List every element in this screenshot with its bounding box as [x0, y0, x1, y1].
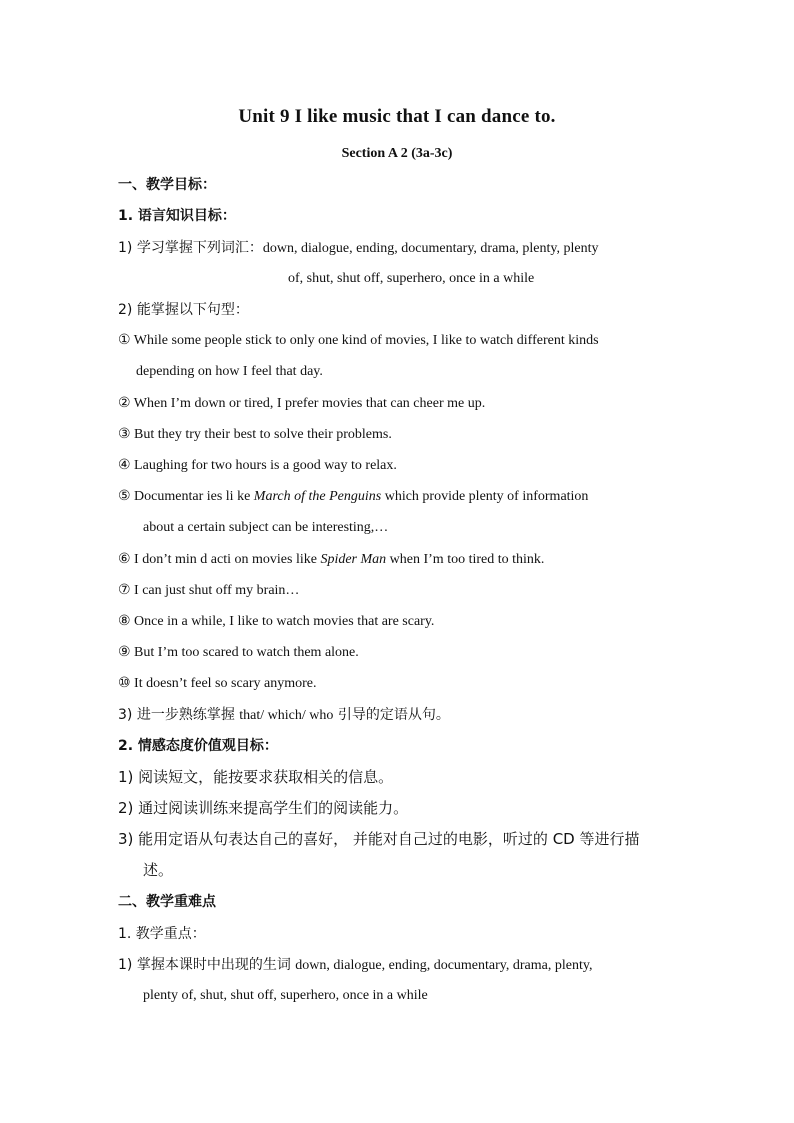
emotion-item-1: 1) 阅读短文，能按要求获取相关的信息。	[118, 768, 394, 786]
relative-clause-post: 引导的定语从句。	[333, 707, 450, 723]
sentence-6-italic: Spider Man	[320, 552, 387, 567]
sentence-6-post: when I’m too tired to think.	[386, 552, 545, 567]
sentence-6	[118, 551, 544, 569]
emotion-item-2: 2) 通过阅读训练来提高学生们的阅读能力。	[118, 799, 409, 817]
key-point-item-1b: plenty of, shut, shut off, superhero, once in a while	[143, 988, 428, 1003]
section1-sub1-heading: 1. 语言知识目标：	[118, 208, 236, 224]
sentence-6-pre: ⑥ I don’t min d acti on movies like	[118, 552, 321, 567]
key-point-item-1a	[118, 956, 592, 975]
section1-heading: 一、教学目标：	[118, 177, 216, 193]
emotion-item-3a: 3) 能用定语从句表达自己的喜好， 并能对自己过的电影，听过的 CD 等进行描	[118, 830, 640, 848]
sentence-9: ⑨ But I’m too scared to watch them alone.	[118, 645, 359, 660]
sentence-3: ③ But they try their best to solve their problems.	[118, 427, 392, 442]
document-title: Unit 9 I like music that I can dance to.	[238, 106, 556, 127]
document-subtitle: Section A 2 (3a-3c)	[341, 146, 453, 161]
section2-sub1-heading: 1. 教学重点：	[118, 926, 206, 942]
section2-heading: 二、教学重难点	[118, 894, 216, 910]
sentence-5-post: which provide plenty of information	[381, 489, 589, 504]
sentence-1b: depending on how I feel that day.	[136, 364, 323, 379]
sentence-7: ⑦ I can just shut off my brain…	[118, 583, 300, 598]
vocab-item-text-a: down, dialogue, ending, documentary, drama, plenty, plenty	[262, 241, 599, 256]
sentence-8: ⑧ Once in a while, I like to watch movies that are scary.	[118, 614, 435, 629]
sentence-10: ⑩ It doesn’t feel so scary anymore.	[118, 676, 317, 691]
sentence-patterns-heading: 2) 能掌握以下句型：	[118, 302, 249, 318]
sentence-5b: about a certain subject can be interesting,…	[143, 520, 389, 535]
relative-clause-pre: 3) 进一步熟练掌握	[118, 707, 240, 723]
relative-clause-mid: that/ which/ who	[239, 708, 334, 723]
sentence-2: ② When I’m down or tired, I prefer movies that can cheer me up.	[118, 396, 486, 411]
vocab-item-prefix: 1) 学习掌握下列词汇：	[118, 240, 263, 256]
key-point-text: down, dialogue, ending, documentary, drama, plenty,	[295, 958, 593, 973]
sentence-5a	[118, 488, 588, 506]
emotion-item-3b: 述。	[143, 861, 174, 879]
sentence-4: ④ Laughing for two hours is a good way to relax.	[118, 458, 397, 473]
relative-clause-item	[118, 706, 450, 725]
vocab-item-line-2: of, shut, shut off, superhero, once in a while	[288, 271, 535, 286]
sentence-5-italic: March of the Penguins	[253, 489, 382, 504]
sentence-5-pre: ⑤ Documentar ies li ke	[118, 489, 254, 504]
section1-sub2-heading: 2. 情感态度价值观目标：	[118, 738, 278, 754]
vocab-item-line-1	[118, 239, 598, 258]
key-point-pre: 1) 掌握本课时中出现的生词	[118, 957, 296, 973]
sentence-1a: ① While some people stick to only one kind of movies, I like to watch different kinds	[118, 333, 599, 348]
